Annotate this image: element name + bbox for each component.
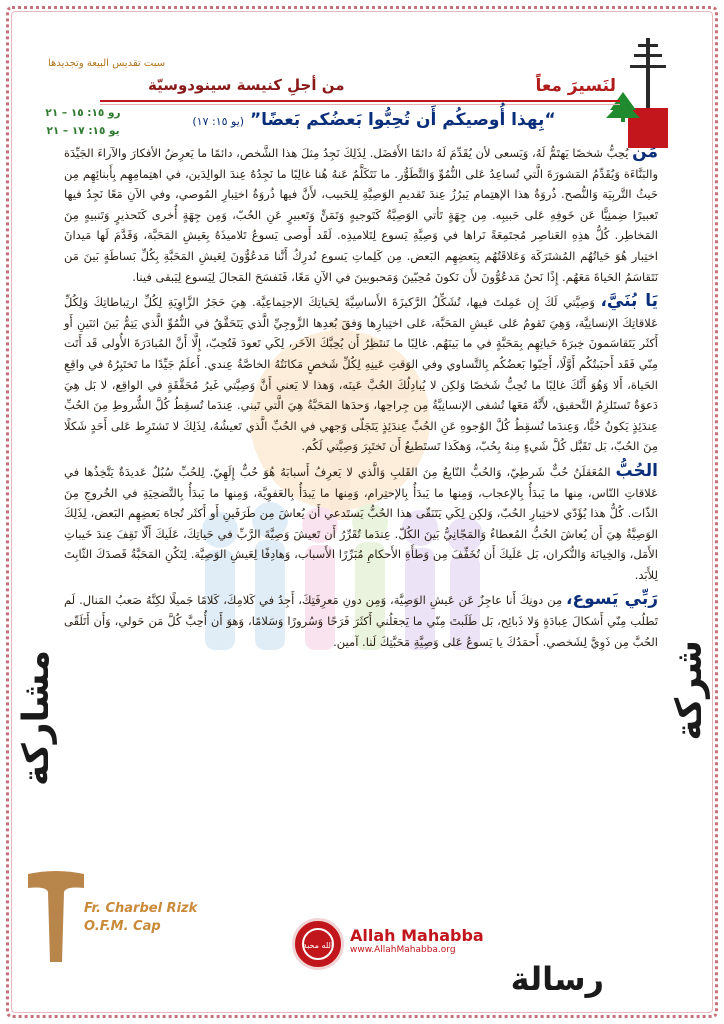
paragraph-lead: رَبِّي يَسوع، [566, 589, 658, 610]
paragraph-4 [64, 589, 658, 652]
title-ref: (يو ١٥: ١٧) [192, 115, 245, 128]
paragraph-2 [64, 291, 658, 457]
liturgical-day: سبت تقديس البيعة وتجديدها [48, 58, 166, 69]
side-word-communion: شركة [669, 640, 710, 741]
paragraph-text: المُعَقلَنُ حُبٌّ شَرطِيّ، وَالحُبُّ النّابِعُ مِنَ القَلبِ وَالَّذي لا يَعرِفُ أَسبابَهُ هُوَ حُبٌّ إِلَهِيّ. لِلحُبِّ سُبُلٌ عَديدَةٌ يَتَّخِذُها في عَلاقاتِ النّاس، مِنها ما يَبدَأُ بِالإعجاب، وَمِنها ما يَبدَأُ بِالإحتِرام، وَمِنها ما يَبدَأُ بِالعَفوِيَّة، وَمِنها ما يَبدَأُ بِالتَّضحِيَةِ في الخُروجِ مِنَ الذّات. كُلُّ هذا يُؤَدّي لاختِبارِ الحُبّ، وَلكِن لِكَي يَتَنَقّى هذا الحُبُّ يَستَدعي أَن يُعاشَ مِن طَرَفَينِ أَو أَكثَر تُجاهَ بَعضِهِم البَعض، لِذَلِكَ الوَصِيَّةُ هِيَ أَن يُعاشَ الحُبُّ المُعطاءُ وَالمَجّانِيُّ بَينَ الكُلّ. عِندَما تُقَرِّرُ أَن تَعيشَ وَصِيَّةَ الرَّبِّ في حَياتِكَ، عَلَيكَ أَلّا تَقِفَ عِندَ خَيباتِ الأَمَل، وَالخِيانَة وَالنُّكران، بَل عَلَيكَ أَن تُخَفِّفَ مِن وَطأَةِ الأَحكامِ مُبَرِّرًا الأَسباب، وَهادِفًا لِعَيشِ الوَصِيَّة. لِتَكُنِ المَحَبَّةُ قَصدَكَ الثّابِتَ لِلأَبَد. [64, 464, 658, 582]
tau-cross-icon [26, 868, 86, 962]
paragraph-text: مِن دونِكَ أَنا عاجِزٌ عَن عَيشِ الوَصِيَّة، وَمِن دونِ مَعرِفَتِكَ، أَجِدُ في كَلامِكَ، كَلامًا جَميلًا لكِنَّهُ صَعبُ المَنال. لَم تَطلُب مِنّي أَشكالَ عِبادَةٍ وَلا ذَبائِح، بَل طَلَبتَ مِنّي ما يَجعَلُني أَكثَرَ فَرَحًا وَسُرورًا وَسَلامًا، وَهوَ أَن أُحِبَّ كُلَّ مَن حَولي، وَأَن أَتَلَقّى الحُبَّ مِن ذَوِيَّ لِشَخصي. أَحمَدُكَ يا يَسوعُ عَلى وَصِيَّةِ مَحَبَّتِكَ لَنا. آمين. [64, 593, 658, 649]
page-title [140, 110, 608, 130]
ref-romans: رو ١٥: ١٥ – ٢١ [45, 107, 121, 119]
header-divider-thin [100, 104, 620, 105]
allah-mahabba-brand[interactable] [350, 926, 484, 955]
paragraph-lead: مَن [632, 142, 658, 162]
paragraph-3 [64, 461, 658, 586]
article-body [64, 142, 658, 656]
paragraph-text: يُحِبُّ شخصًا يَهتَمُّ لَهُ، وَيَسعى لأن يُقَدِّمَ لَهُ دائمًا الأَفضَل. لِذَلِكَ نَجِدُ مِثلَ هذا الشَّخص، دائمًا ما يَعرِضُ الأفكارَ والآراءَ الجَيِّدَة والبَنَّاءَة وَيُقَدِّمُ المَشورَةَ الَّتي تُساعِدُ عَلى النُّمُوِّ وَالتَّطَوُّر. ما نَتَكَلَّمُ عَنهُ هُنا غالِبًا ما نَجِدُهُ عِندَ الوالِدَين، في اهتِمامِهِم بِأَبنائِهِم مِن حَيثُ التَّربِيَة وَالنُّصح. ذُروَةُ هذا الإهتِمام يَبرُزُ عِندَ تَقديمِ الوَصِيَّةِ لِلحَبيب، لأَنَّ فيها ذُروَةُ اختِبارِ المُوصي، وفي الآنِ مَعًا نَجِدُ فيها تَعبيرًا ضِمنِيًّا عَن خَوفِهِ عَلى حَبيبِه. مِن جِهَةٍ تَأتي الوَصِيَّةُ كَتَوجيهٍ وَتَمَنٍّ وَتَعبيرٍ عَنِ الحُبّ، وَمِن جِهَةٍ أُخرى كَتَحذيرٍ وَتَنبيهٍ مِنَ المَخاطِر. كُلُّ هذِهِ العَناصِر مُجتَمِعَةً نَراها في وَصِيَّةِ يَسوع لِتَلاميذِه. لَقَد أَوصى يَسوعُ تَلاميذَهُ بِعَيشِ المَحَبَّة، وَقَدَّمَ لَها مَيدانَ اختِبار هُوَ حَياتُهُم المُشتَرَكَة وَعَلاقَتُهُم بِبَعضِهِم البَعض. مِن كَلِماتِ يَسوع نُدرِكُ أَنَّنا مَدعُوُّونَ لِعَيشِ المَحَبَّةِ بِكُلِّ بَساطَةٍ بَينَ مَن نَتَقاسَمُ الحَياةَ مَعَهُم. إِذًا نَحنُ مَدعُوُّونَ لأَن نَكونَ مُحِبّينَ وَمَحبوبينَ في الآنِ مَعًا، فَنَفسَحَ المَجالَ لِيَسوع لِيَبقى فينا. [64, 146, 658, 284]
cedar-icon [606, 92, 640, 122]
allah-mahabba-logo [292, 918, 344, 970]
ref-john: يو ١٥: ١٧ – ٢١ [46, 125, 120, 137]
side-word-participation: مشاركة [16, 650, 57, 786]
brand-name: Allah Mahabba [350, 926, 484, 945]
paragraph-lead: الحُبُّ [615, 460, 658, 481]
brand-url[interactable]: www.AllahMahabba.org [350, 945, 456, 955]
paragraph-text: وَصِيَّتي لَكَ إِن عَمِلتَ فيها، تُشَكِّلُ الرَّكيزَةَ الأَساسِيَّةَ لِحَياتِكَ الإجتِماعِيَّة. هِيَ حَجَرُ الزَّاوِيَةِ لِكُلِّ ارتِباطاتِكَ وَلِكُلِّ عَلاقاتِكَ الإنسانِيَّة، وَهِيَ تَقومُ عَلى عَيشِ المَحَبَّة، عَلى اختِبارِها وَفقَ بُعدِها الزَّوجِيِّ الَّذي يَتَحَقَّقُ في النُّمُوِّ الَّذي يَتِمُّ بَينَ اثنَينِ أَو أَكثَر يَتَقاسَمونَ خِبرَةَ حَياتِهِم بِمَحَبَّةٍ في ما بَينَهُم. غالِبًا ما تَنتَظِرُ أَن يُحِبَّكَ الآخَر، لِكَي تَعودَ فَتُحِبّ، إِلَّا أَنَّ المُبادَرَةَ الأُولى قَد أَتَت مِنّي فَقَد أَحبَبتُكُم أَوَّلًا، أَحِبّوا بَعضُكُم بِالتَّساوي وفي الوَقتِ عَينِهِ لِكُلِّ شَخصٍ مَكانَتُهُ الخاصَّةُ عِندي. أَعلَمُ جَيِّدًا ما تَختَبِرُهُ في واقِعِ الحَياة، أَلا وَهُوَ أَنَّكَ غالِبًا ما تُحِبُّ شَخصًا وَلكِن لا يُبادِلُكَ الحُبَّ عَينَه، وَهذا لا يَعني أَنَّ وَصِيَّتي غَيرُ مُحَقَّقَةٍ في الواقِع، لا بَل هِيَ دَعوَةٌ تَستَلزِمُ التَّحقيق، لأَنَّهُ مَعَها تُشفى الإنسانِيَّةُ مِن جِراحِها، وَحدَها المَحَبَّةُ هِيَ الَّتي تَبني. عِندَما تُسقِطُ كُلَّ الشُّروطِ مِنَ الحُبِّ عِندَئِذٍ يَكونُ حُبًّا، وَعِندَما تُسقِطُ كُلَّ الوُجوهِ عَنِ الحُبِّ عِندَئِذٍ يَتَجَلّى وَجهي في الحُبِّ الَّذي تَعيشُهُ، لِذَلِكَ لا تَشتَرِط عَلى أَحَدٍ شَكلًا مِنَ الحُبّ، بَل تَقَبَّل كُلَّ شَيءٍ مِنهُ بِحُبّ، وَهكَذا تَستَطيعُ أَن تَختَبِرَ وَصِيَّتي لَكُم. [64, 295, 658, 454]
slogan: لنَسيرَ معاً [535, 76, 616, 96]
scripture-refs [28, 104, 138, 140]
paragraph-lead: يَا بُنَيَّ، [600, 291, 658, 312]
logo-badge-text: الله محبة [302, 941, 334, 950]
paragraph-1 [64, 142, 658, 287]
author-credit [84, 900, 197, 936]
author-order: O.F.M. Cap [84, 919, 161, 934]
side-word-mission: رسالة [510, 960, 604, 998]
author-name: Fr. Charbel Rizk [84, 901, 198, 916]
title-text: “بِهذا أُوصيكُم أَن تُحِبُّوا بَعضُكم بَعضًا” [249, 110, 556, 130]
header-divider [100, 100, 620, 102]
synod-subtitle: من أجلِ كنيسة سينودوسيّة [148, 76, 345, 94]
